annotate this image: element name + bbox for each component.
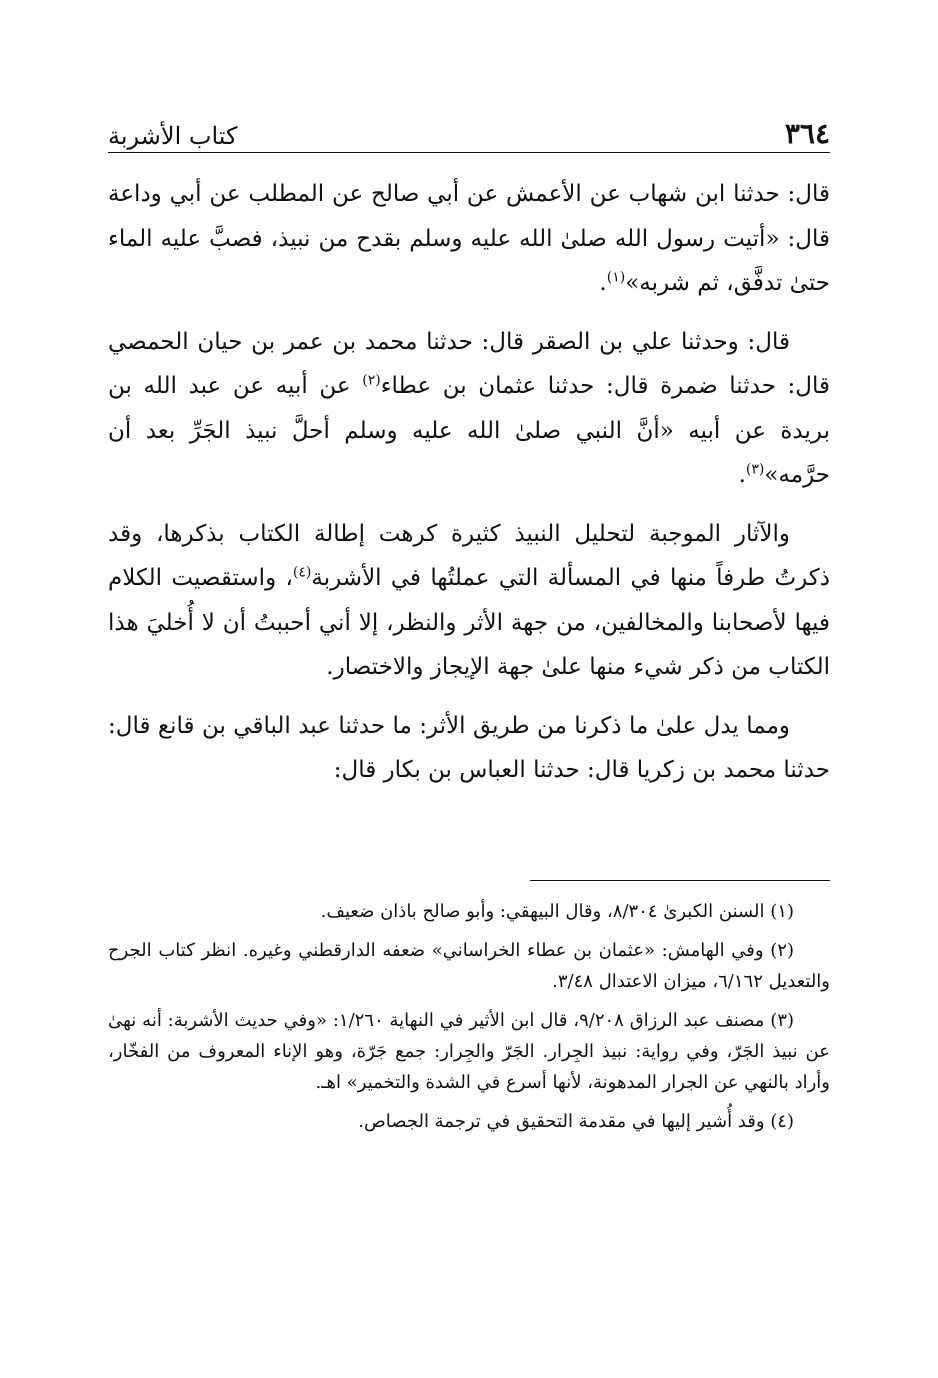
book-title: كتاب الأشربة <box>108 122 238 150</box>
footnote-3: (٣) مصنف عبد الرزاق ٩/٢٠٨، قال ابن الأثير في النهاية ١/٢٦٠: «وفي حديث الأشربة: أنه نهىٰ عن نبيذ الجَرّ، وفي رواية: نبيذ الجِرار. الجَرّ والجِرار: جمع جَرّة، وهو الإناء المعروف من الفخّار، وأراد بالنهي عن الجرار المدهونة، لأنها أسرع في الشدة والتخمير» اهـ. <box>108 1010 830 1093</box>
paragraph-text: قال: حدثنا ابن شهاب عن الأعمش عن أبي صالح عن المطلب عن أبي وداعة قال: «أتيت رسول الله صلىٰ الله عليه وسلم بقدح من نبيذ، فصبَّ عليه الماء حتىٰ تدفَّق، ثم شربه» <box>108 181 830 296</box>
running-header <box>108 104 830 153</box>
page-number: ٣٦٤ <box>784 117 830 150</box>
paragraph-3 <box>108 512 830 690</box>
footnote-divider <box>530 880 830 881</box>
footnote-2: (٢) وفي الهامش: «عثمان بن عطاء الخراساني» ضعفه الدارقطني وغيره. انظر كتاب الجرح والتعديل ٦/١٦٢، ميزان الاعتدال ٣/٤٨. <box>108 940 830 992</box>
footnote-ref-4: (٤) <box>292 564 312 581</box>
paragraph-text: ومما يدل علىٰ ما ذكرنا من طريق الأثر: ما حدثنا عبد الباقي بن قانع قال: حدثنا محمد بن زكريا قال: حدثنا العباس بن بكار قال: <box>108 712 830 783</box>
footnote-ref-1: (١) <box>606 269 626 286</box>
footnote-ref-3: (٣) <box>745 461 765 478</box>
paragraph-tail: عن أبيه عن عبد الله بن بريدة عن أبيه «أنَّ النبي صلىٰ الله عليه وسلم أحلَّ نبيذ الجَرِّ بعد أن حرَّمه» <box>108 373 830 488</box>
paragraph-2 <box>108 320 830 498</box>
paragraph-1 <box>108 172 830 306</box>
paragraph-tail-2: . <box>738 462 746 488</box>
footnote-1: (١) السنن الكبرىٰ ٨/٣٠٤، وقال البيهقي: وأبو صالح باذان ضعيف. <box>320 901 794 922</box>
paragraph-text: قال: وحدثنا علي بن الصقر قال: حدثنا محمد بن عمر بن حيان الحمصي قال: حدثنا ضمرة قال: حدثنا عثمان بن عطاء <box>108 328 830 399</box>
paragraph-tail: ، واستقصيت الكلام فيها لأصحابنا والمخالفين، من جهة الأثر والنظر، إلا أني أحببتُ أن لا أُخليَ هذا الكتاب من ذكر شيء منها علىٰ جهة الإيجاز والاختصار. <box>108 565 830 680</box>
footnote-4: (٤) وقد أُشير إليها في مقدمة التحقيق في ترجمة الجصاص. <box>358 1111 794 1132</box>
paragraph-tail: . <box>599 270 607 296</box>
footnotes <box>108 896 830 1145</box>
paragraph-text: والآثار الموجبة لتحليل النبيذ كثيرة كرهت إطالة الكتاب بذكرها، وقد ذكرتُ طرفاً منها في المسألة التي عملتُها في الأشربة <box>108 520 830 591</box>
main-text <box>108 172 830 807</box>
paragraph-4 <box>108 704 830 793</box>
footnote-ref-2: (٢) <box>362 372 381 389</box>
